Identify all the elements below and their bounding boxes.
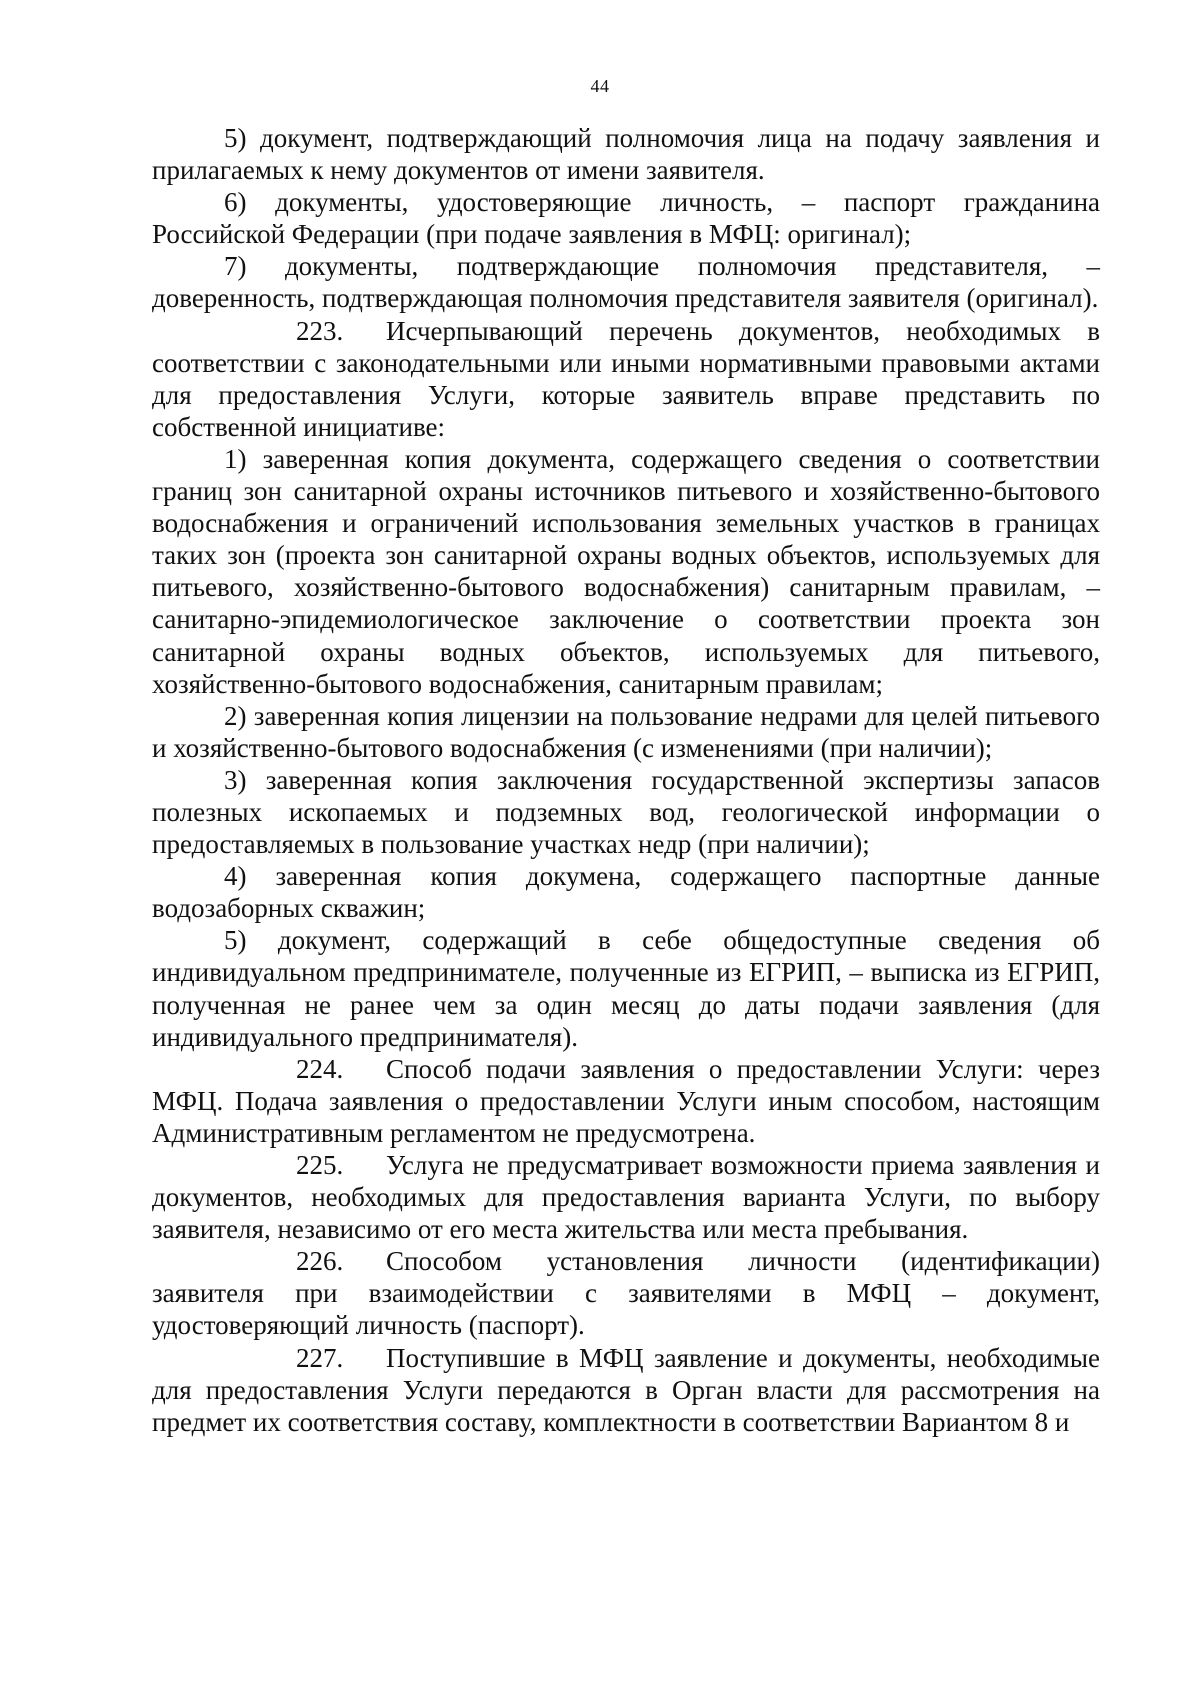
section-number: 227. bbox=[296, 1342, 344, 1373]
list-item-3-state-expertise: 3) заверенная копия заключения государственной экспертизы запасов полезных ископаемых и подземных вод, геологической информации о предоставляемых в пользование участках недр (при наличии); bbox=[152, 764, 1100, 860]
list-item-6-identity-documents: 6) документы, удостоверяющие личность, – паспорт гражданина Российской Федерации (при подаче заявления в МФЦ: оригинал); bbox=[152, 187, 1100, 250]
list-item-2-subsoil-license: 2) заверенная копия лицензии на пользование недрами для целей питьевого и хозяйственно-бытового водоснабжения (с изменениями (при наличии); bbox=[152, 700, 1100, 763]
section-text: Способ подачи заявления о предоставлении Услуги: через МФЦ. Подача заявления о предоставлении Услуги иным способом, настоящим Административным регламентом не предусмотрена. bbox=[152, 1053, 1100, 1148]
list-item-5-egrip-extract: 5) документ, содержащий в себе общедоступные сведения об индивидуальном предпринимателе, полученные из ЕГРИП, – выписка из ЕГРИП, полученная не ранее чем за один месяц до даты подачи заявления (для индивидуального предпринимателя). bbox=[152, 925, 1100, 1052]
list-item-5-authority-document: 5) документ, подтверждающий полномочия лица на подачу заявления и прилагаемых к нему документов от имени заявителя. bbox=[152, 123, 1100, 186]
section-226 bbox=[152, 1245, 1100, 1341]
section-number: 225. bbox=[296, 1150, 344, 1180]
section-number: 226. bbox=[296, 1246, 344, 1277]
section-text: Услуга не предусматривает возможности приема заявления и документов, необходимых для предоставления варианта Услуги, по выбору заявителя, независимо от его места жительства или места пребывания. bbox=[152, 1150, 1100, 1245]
section-text: Поступившие в МФЦ заявление и документы, необходимые для предоставления Услуги передаются в Орган власти для рассмотрения на предмет их соответствия составу, комплектности в соответствии Вариантом 8 и bbox=[152, 1342, 1100, 1437]
section-225 bbox=[152, 1149, 1100, 1245]
section-text: Исчерпывающий перечень документов, необходимых в соответствии с законодательными или иными нормативными правовыми актами для предоставления Услуги, которые заявитель вправе представить по собственной инициативе: bbox=[152, 315, 1100, 442]
page-number: 44 bbox=[590, 76, 610, 96]
section-224 bbox=[152, 1053, 1100, 1149]
list-item-4-well-passport: 4) заверенная копия докумена, содержащего паспортные данные водозаборных скважин; bbox=[152, 861, 1100, 924]
section-number: 224. bbox=[296, 1053, 344, 1084]
section-227 bbox=[152, 1342, 1100, 1438]
section-number: 223. bbox=[296, 315, 344, 346]
document-body bbox=[152, 122, 1100, 1438]
list-item-7-representative-documents: 7) документы, подтверждающие полномочия представителя, – доверенность, подтверждающая полномочия представителя заявителя (оригинал). bbox=[152, 251, 1100, 314]
section-text: Способом установления личности (идентификации) заявителя при взаимодействии с заявителями в МФЦ – документ, удостоверяющий личность (паспорт). bbox=[152, 1246, 1100, 1341]
section-223 bbox=[152, 315, 1100, 443]
list-item-1-sanitary-zones: 1) заверенная копия документа, содержащего сведения о соответствии границ зон санитарной охраны источников питьевого и хозяйственно-бытового водоснабжения и ограничений использования земельных участков в границах таких зон (проекта зон санитарной охраны водных объектов, используемых для питьевого, хозяйственно-бытового водоснабжения) санитарным правилам, – санитарно-эпидемиологическое заключение о соответствии проекта зон санитарной охраны водных объектов, используемых для питьевого, хозяйственно-бытового водоснабжения, санитарным правилам; bbox=[152, 443, 1100, 699]
